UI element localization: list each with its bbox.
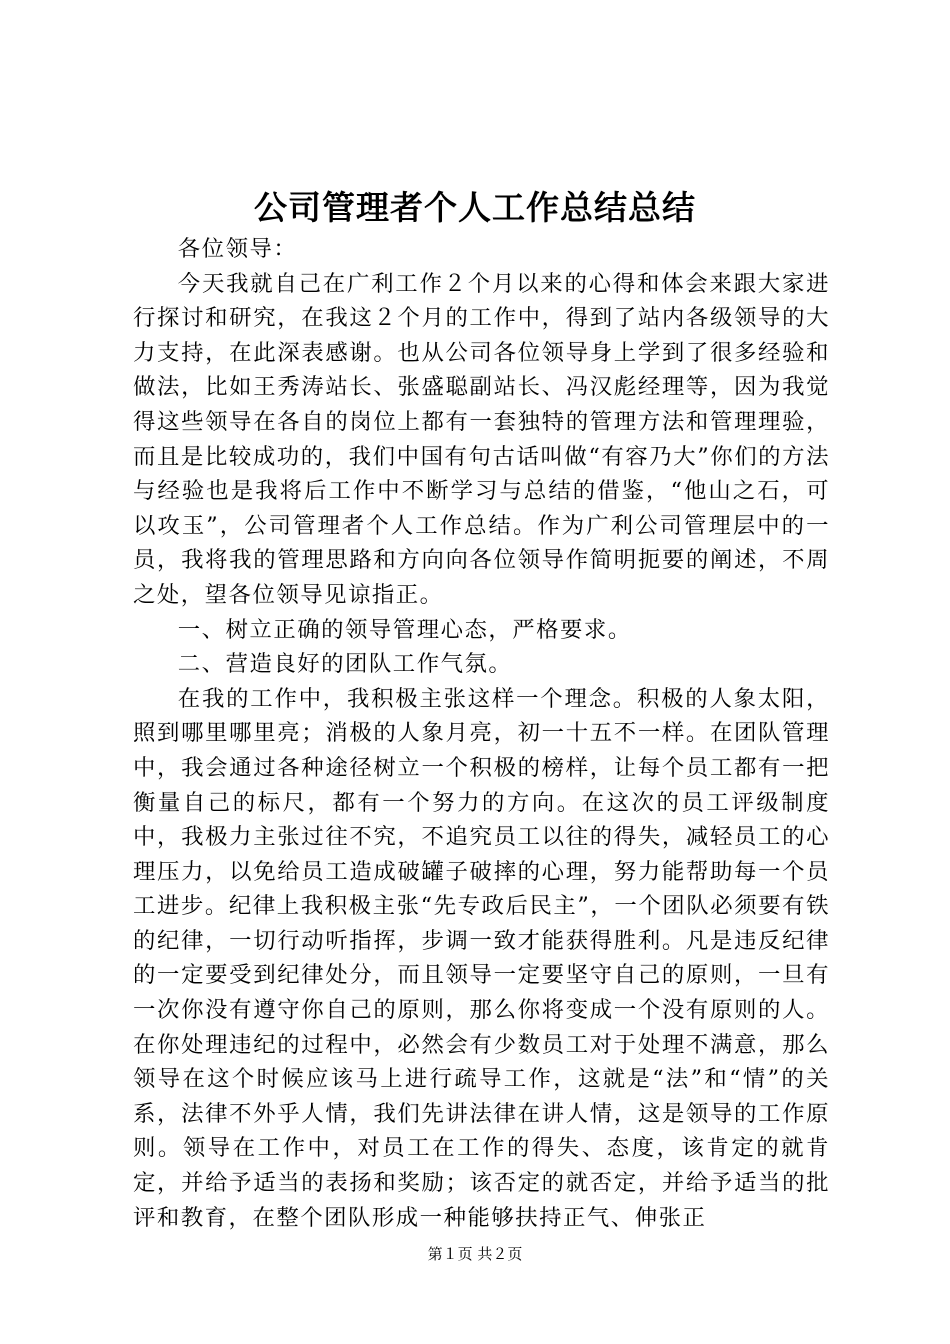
document-body	[133, 232, 830, 1235]
page-footer: 第１页 共２页	[427, 1245, 523, 1263]
body-paragraph-team: 在我的工作中，我积极主张这样一个理念。积极的人象太阳，照到哪里哪里亮；消极的人象月亮，初一十五不一样。在团队管理中，我会通过各种途径树立一个积极的榜样，让每个员工都有一把衡量自己的标尺，都有一个努力的方向。在这次的员工评级制度中，我极力主张过往不究，不追究员工以往的得失，减轻员工的心理压力，以免给员工造成破罐子破摔的心理，努力能帮助每一个员工进步。纪律上我积极主张“先专政后民主”，一个团队必须要有铁的纪律，一切行动听指挥，步调一致才能获得胜利。凡是违反纪律的一定要受到纪律处分，而且领导一定要坚守自己的原则，一旦有一次你没有遵守你自己的原则，那么你将变成一个没有原则的人。在你处理违纪的过程中，必然会有少数员工对于处理不满意，那么领导在这个时候应该马上进行疏导工作，这就是“法”和“情”的关系，法律不外乎人情，我们先讲法律在讲人情，这是领导的工作原则。领导在工作中，对员工在工作的得失、态度，该肯定的就肯定，并给予适当的表扬和奖励；该否定的就否定，并给予适当的批评和教育，在整个团队形成一种能够扶持正气、伸张正	[133, 685, 830, 1231]
salutation-paragraph: 各位领导：	[177, 236, 298, 262]
section-heading-2: 二、营造良好的团队工作气氛。	[177, 651, 513, 678]
body-paragraph-intro: 今天我就自己在广利工作２个月以来的心得和体会来跟大家进行探讨和研究，在我这２个月的工作中，得到了站内各级领导的大力支持，在此深表感谢。也从公司各位领导身上学到了很多经验和做法，比如王秀涛站长、张盛聪副站长、冯汉彪经理等，因为我觉得这些领导在各自的岗位上都有一套独特的管理方法和管理理验，而且是比较成功的，我们中国有句古话叫做“有容乃大”你们的方法与经验也是我将后工作中不断学习与总结的借鉴，“他山之石，可以攻玉”，公司管理者个人工作总结。作为广利公司管理层中的一员，我将我的管理思路和方向向各位领导作简明扼要的阐述，不周之处，望各位领导见谅指正。	[133, 270, 830, 608]
document-title: 公司管理者个人工作总结总结	[254, 188, 696, 227]
section-heading-1: 一、树立正确的领导管理心态，严格要求。	[177, 616, 632, 643]
